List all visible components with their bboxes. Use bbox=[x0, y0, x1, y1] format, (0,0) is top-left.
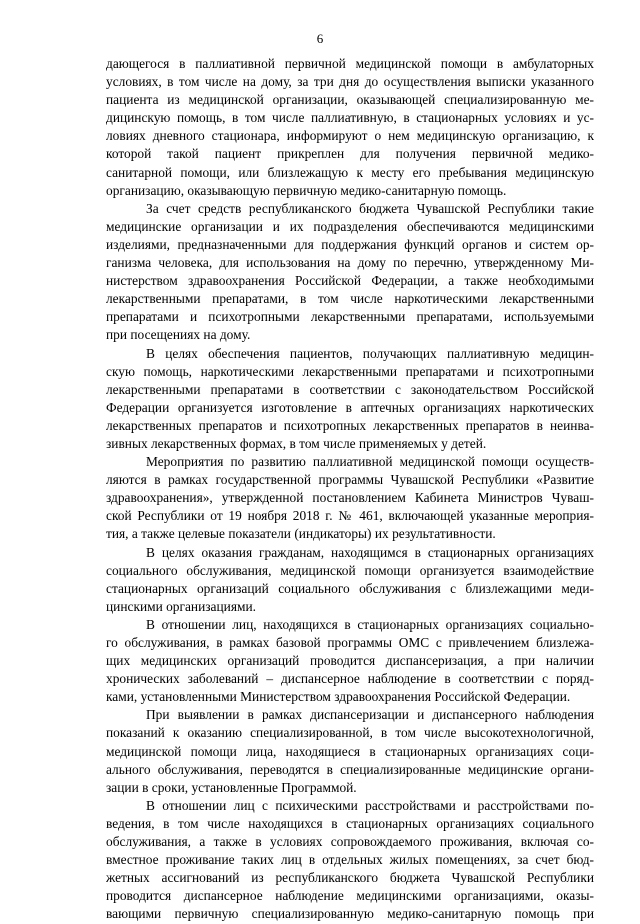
text-line: вающими первичную специализированную медико-санитарную помощь при bbox=[106, 906, 594, 922]
paragraph bbox=[106, 706, 594, 796]
text-line: лекарственных препаратов и психотропных лекарственных препаратов в неинва- bbox=[106, 417, 594, 433]
text-line: вместное проживание таких лиц в отдельных жилых помещениях, за счет бюд- bbox=[106, 852, 594, 868]
text-line: обслуживания, а также в условиях сопровождаемого проживания, включая со- bbox=[106, 834, 594, 850]
text-line: дающегося в паллиативной первичной медицинской помощи в амбулаторных bbox=[106, 56, 594, 71]
text-line: цинскими организациями. bbox=[106, 598, 256, 614]
body-text bbox=[106, 55, 594, 924]
text-line: жетных ассигнований из республиканского бюджета Чувашской Республики bbox=[106, 870, 594, 886]
text-line: лекарственными препаратами, в том числе наркотическими лекарственными bbox=[106, 291, 594, 307]
text-line: нистерством здравоохранения Российской Федерации, а также необходимыми bbox=[106, 273, 594, 289]
text-line: В отношении лиц с психическими расстройствами и расстройствами по- bbox=[146, 797, 594, 813]
paragraph bbox=[106, 345, 594, 454]
paragraph bbox=[106, 55, 594, 200]
text-line: При выявлении в рамках диспансеризации и диспансерного наблюдения bbox=[146, 707, 594, 723]
paragraph bbox=[106, 544, 594, 616]
text-line: медицинские организации и их подразделения обеспечиваются медицинскими bbox=[106, 218, 594, 234]
text-line: пациента из медицинской организации, оказывающей специализированную ме- bbox=[106, 92, 594, 108]
text-line: За счет средств республиканского бюджета Чувашской Республики такие bbox=[146, 200, 594, 216]
text-line: Федерации организуется изготовление в аптечных организациях наркотических bbox=[106, 399, 594, 415]
paragraph bbox=[106, 616, 594, 706]
text-line: стационарных организаций социального обслуживания с близлежащими меди- bbox=[106, 580, 594, 596]
text-line: изделиями, предназначенными для поддержания функций органов и систем ор- bbox=[106, 236, 594, 252]
text-line: В целях оказания гражданам, находящимся в стационарных организациях bbox=[146, 544, 594, 560]
text-line: го обслуживания, в рамках базовой программы ОМС с привлечением близлежа- bbox=[106, 635, 594, 650]
text-line: Мероприятия по развитию паллиативной медицинской помощи осуществ- bbox=[146, 454, 594, 470]
text-line: ловиях дневного стационара, информируют о нем медицинскую организацию, к bbox=[106, 128, 594, 144]
text-line: препаратами и психотропными лекарственными препаратами, используемыми bbox=[106, 309, 594, 325]
text-line: проводится диспансерное наблюдение медицинскими организациями, оказы- bbox=[106, 888, 594, 904]
text-line: медицинской помощи лица, находящиеся в стационарных организациях соци- bbox=[106, 743, 594, 759]
paragraph bbox=[106, 453, 594, 543]
text-line: тия, а также целевые показатели (индикаторы) их результативности. bbox=[106, 526, 496, 542]
text-line: социального обслуживания, медицинской помощи организуется взаимодействие bbox=[106, 562, 594, 578]
text-line: лекарственными препаратами в соответствии с законодательством Российской bbox=[106, 381, 594, 397]
text-line: В отношении лиц, находящихся в стационарных организациях социально- bbox=[146, 616, 594, 632]
text-line: ганизма человека, для использования на дому по перечню, утвержденному Ми- bbox=[106, 255, 594, 271]
text-line: которой такой пациент прикреплен для получения первичной медико- bbox=[106, 146, 594, 162]
text-line: ведения, в том числе находящихся в стационарных организациях социального bbox=[106, 815, 594, 831]
text-line: ской Республики от 19 ноября 2018 г. № 461, включающей указанные мероприя- bbox=[106, 508, 594, 524]
text-line: организацию, оказывающую первичную медико-санитарную помощь. bbox=[106, 182, 507, 198]
text-line: санитарной помощи, или близлежащую к месту его пребывания медицинскую bbox=[106, 164, 594, 180]
text-line: показаний к оказанию специализированной, в том числе высокотехнологичной, bbox=[106, 725, 594, 741]
text-line: условиях, в том числе на дому, за три дня до осуществления выписки указанного bbox=[106, 74, 594, 90]
text-line: скую помощь, наркотическими лекарственными препаратами и психотропными bbox=[106, 363, 594, 379]
text-line: ками, установленными Министерством здравоохранения Российской Федерации. bbox=[106, 689, 571, 705]
text-line: В целях обеспечения пациентов, получающих паллиативную медицин- bbox=[146, 345, 594, 361]
page-number: 6 bbox=[316, 31, 324, 46]
text-line: зации в сроки, установленные Программой. bbox=[106, 779, 357, 795]
text-line: ального обслуживания, переводятся в специализированные медицинские органи- bbox=[106, 761, 594, 777]
text-line: здравоохранения», утвержденной постановлением Кабинета Министров Чуваш- bbox=[106, 490, 594, 506]
text-line: при посещениях на дому. bbox=[106, 327, 251, 343]
text-line: зивных лекарственных формах, в том числе применяемых у детей. bbox=[106, 435, 487, 451]
paragraph bbox=[106, 200, 594, 345]
text-line: хронических заболеваний – диспансерное наблюдение в соответствии с поряд- bbox=[106, 671, 594, 687]
text-line: дицинскую помощь, в том числе паллиативную, в стационарных условиях и ус- bbox=[106, 110, 594, 126]
text-line: ляются в рамках государственной программы Чувашской Республики «Развитие bbox=[106, 472, 594, 488]
text-line: щих медицинских организаций проводится диспансеризация, а при наличии bbox=[106, 653, 594, 669]
